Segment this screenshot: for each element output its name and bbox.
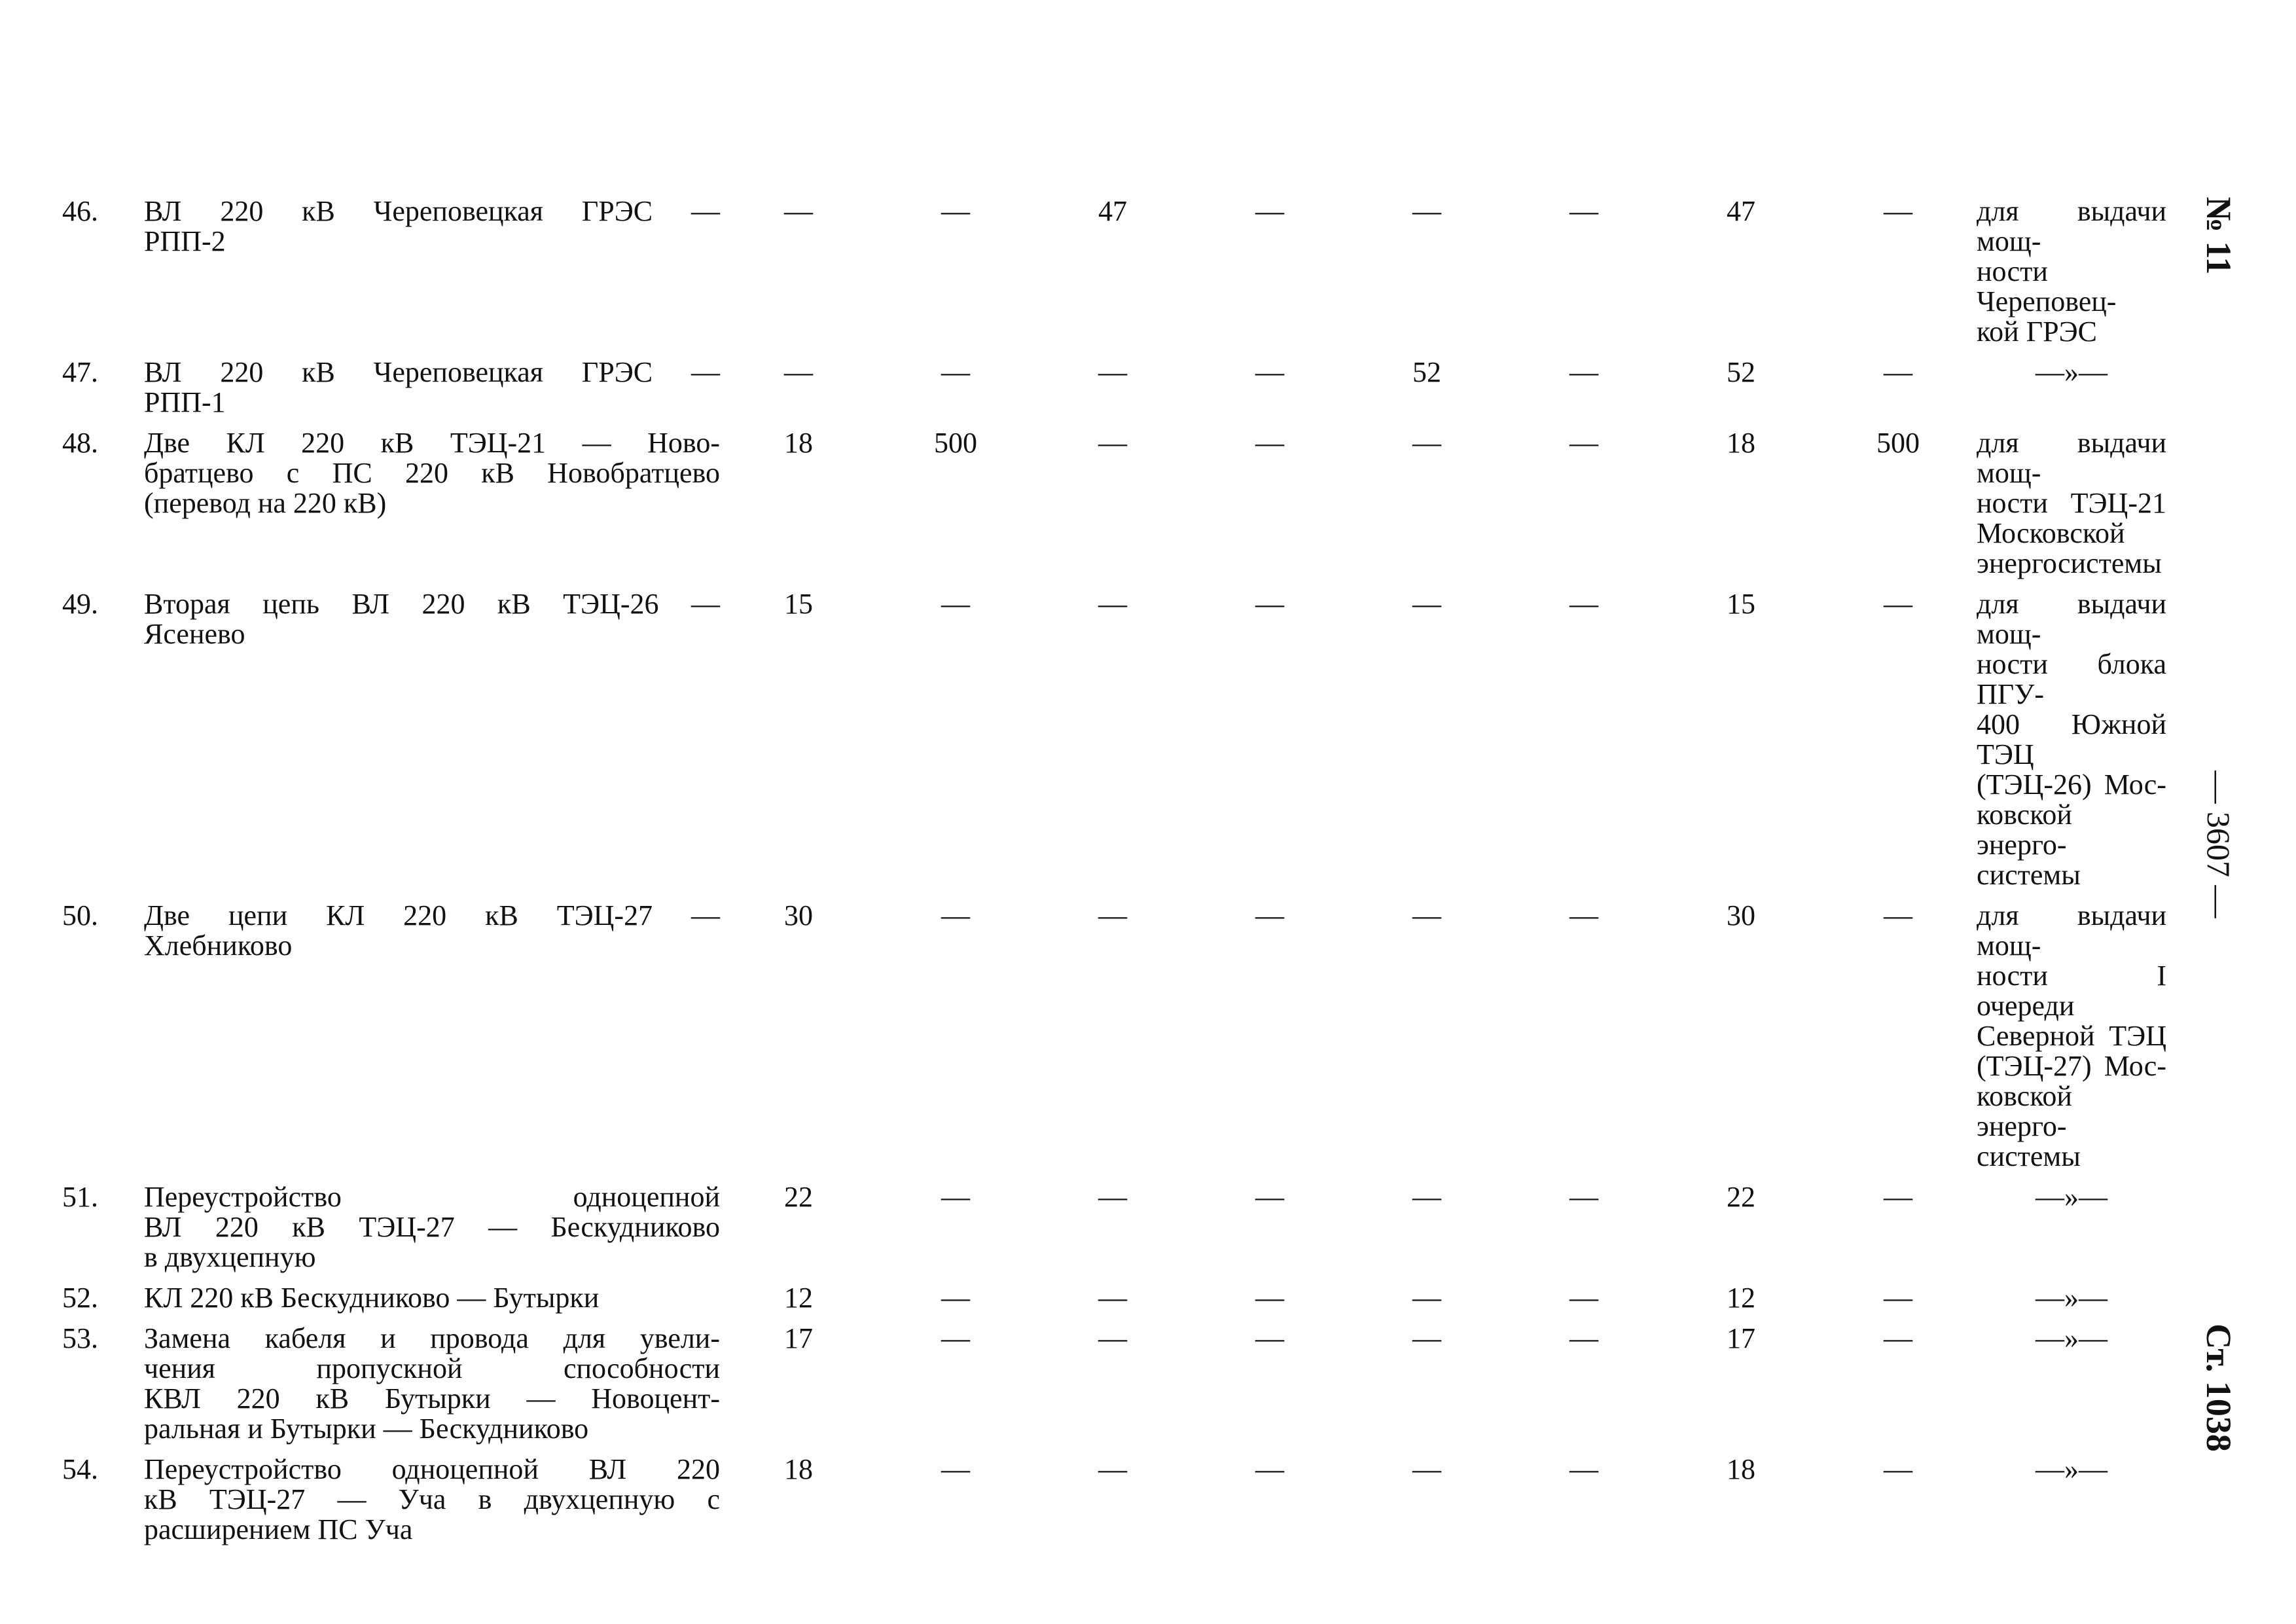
value-cell: —	[1098, 356, 1127, 388]
purpose-note-line: системы	[1977, 1140, 2081, 1172]
value-cell: —	[1570, 588, 1598, 620]
table-row	[62, 1182, 2166, 1283]
purpose-note-line: для выдачи мощ-	[1977, 588, 2166, 650]
object-name	[144, 1324, 720, 1454]
value-cell: —	[1255, 899, 1284, 931]
purpose-note-line: —»—	[2036, 1282, 2108, 1314]
value-cell: 30	[784, 899, 813, 931]
purpose-note-line: кой ГРЭС	[1977, 316, 2097, 348]
purpose-note	[1977, 589, 2166, 901]
value-cell: 18	[1727, 1453, 1755, 1485]
object-name-line: ВЛ 220 кВ Череповецкая ГРЭС —	[144, 356, 720, 388]
value-cell: 15	[1727, 588, 1755, 620]
value-cell: —	[1884, 1181, 1912, 1213]
object-name-line: РПП-1	[144, 386, 226, 418]
purpose-note-line: Московской	[1977, 517, 2125, 549]
row-number: 53.	[62, 1322, 98, 1354]
value-cell: —	[1884, 1453, 1912, 1485]
object-name-line: чения пропускной способности	[144, 1352, 720, 1384]
purpose-note-line: —»—	[2036, 1453, 2108, 1485]
object-name-line: Хлебниково	[144, 929, 293, 962]
value-cell: 30	[1727, 899, 1755, 931]
value-cell: 47	[1727, 195, 1755, 227]
value-cell: —	[1412, 195, 1441, 227]
value-cell: —	[1255, 1322, 1284, 1354]
purpose-note-line: ности I очереди	[1977, 960, 2166, 1022]
value-cell: —	[1255, 1181, 1284, 1213]
object-name-line: Переустройство одноцепной	[144, 1181, 720, 1213]
purpose-note-line: для выдачи мощ-	[1977, 427, 2166, 489]
row-number: 46.	[62, 195, 98, 227]
object-name-line: КВЛ 220 кВ Бутырки — Новоцент-	[144, 1382, 720, 1415]
purpose-note	[1977, 1454, 2166, 1555]
purpose-note-line: для выдачи мощ-	[1977, 195, 2166, 257]
value-cell: —	[1884, 356, 1912, 388]
value-cell: —	[1412, 899, 1441, 931]
row-number: 51.	[62, 1181, 98, 1213]
value-cell: —	[1570, 427, 1598, 459]
purpose-note-line: —»—	[2036, 1322, 2108, 1354]
object-name-line: КЛ 220 кВ Бескудниково — Бутырки	[144, 1282, 600, 1314]
table-row	[62, 1324, 2166, 1454]
value-cell: 22	[784, 1181, 813, 1213]
object-name-line: кВ ТЭЦ-27 — Уча в двухцепную с	[144, 1483, 720, 1515]
purpose-note-line: энергосистемы	[1977, 547, 2162, 579]
purpose-note	[1977, 428, 2166, 589]
value-cell: —	[1255, 1453, 1284, 1485]
issue-number: № 11	[2199, 196, 2238, 275]
value-cell: —	[1570, 1453, 1598, 1485]
value-cell: 18	[784, 427, 813, 459]
object-name	[144, 901, 720, 1182]
object-name-line: (перевод на 220 кВ)	[144, 487, 387, 519]
value-cell: —	[1570, 195, 1598, 227]
value-cell: 15	[784, 588, 813, 620]
object-name	[144, 589, 720, 901]
value-cell: 12	[784, 1282, 813, 1314]
object-name-line: в двухцепную	[144, 1241, 316, 1273]
purpose-note-line: 400 Южной ТЭЦ	[1977, 708, 2166, 770]
purpose-note	[1977, 901, 2166, 1182]
value-cell: —	[1098, 1282, 1127, 1314]
value-cell: —	[1098, 588, 1127, 620]
purpose-note-line: —»—	[2036, 356, 2108, 388]
page-number: — 3607 —	[2200, 770, 2237, 918]
object-name-line: ВЛ 220 кВ Череповецкая ГРЭС —	[144, 195, 720, 227]
value-cell: —	[1098, 899, 1127, 931]
construction-table	[62, 196, 2166, 1555]
value-cell: —	[1098, 1181, 1127, 1213]
object-name	[144, 428, 720, 589]
purpose-note-line: ковской энерго-	[1977, 1080, 2072, 1142]
value-cell: 22	[1727, 1181, 1755, 1213]
object-name-line: Вторая цепь ВЛ 220 кВ ТЭЦ-26 —	[144, 588, 720, 620]
object-name	[144, 1182, 720, 1283]
object-name-line: Две КЛ 220 кВ ТЭЦ-21 — Ново-	[144, 427, 720, 459]
purpose-note-line: ности Череповец-	[1977, 255, 2117, 317]
object-name-line: Замена кабеля и провода для увели-	[144, 1322, 720, 1354]
row-number: 48.	[62, 427, 98, 459]
object-name	[144, 1283, 720, 1324]
row-number: 52.	[62, 1282, 98, 1314]
value-cell: —	[941, 356, 970, 388]
value-cell: —	[1884, 1282, 1912, 1314]
value-cell: 17	[1727, 1322, 1755, 1354]
value-cell: —	[1884, 1322, 1912, 1354]
row-number: 47.	[62, 356, 98, 388]
object-name	[144, 1454, 720, 1555]
purpose-note	[1977, 1182, 2166, 1283]
value-cell: —	[784, 195, 813, 227]
value-cell: —	[1098, 1453, 1127, 1485]
value-cell: 12	[1727, 1282, 1755, 1314]
value-cell: —	[1412, 1322, 1441, 1354]
object-name-line: РПП-2	[144, 225, 226, 257]
table-body	[62, 196, 2166, 1555]
purpose-note-line: для выдачи мощ-	[1977, 899, 2166, 962]
table-row	[62, 1283, 2166, 1324]
value-cell: —	[1255, 427, 1284, 459]
value-cell: —	[1570, 1322, 1598, 1354]
value-cell: 500	[934, 427, 977, 459]
value-cell: —	[941, 195, 970, 227]
object-name-line: Ясенево	[144, 618, 245, 650]
value-cell: 17	[784, 1322, 813, 1354]
purpose-note-line: ности ТЭЦ-21	[1977, 487, 2166, 519]
value-cell: —	[1570, 899, 1598, 931]
value-cell: —	[1412, 1282, 1441, 1314]
value-cell: 18	[784, 1453, 813, 1485]
object-name-line: ральная и Бутырки — Бескудниково	[144, 1413, 589, 1445]
value-cell: —	[1255, 1282, 1284, 1314]
value-cell: 500	[1876, 427, 1920, 459]
table-row	[62, 901, 2166, 1182]
value-cell: —	[1570, 356, 1598, 388]
value-cell: —	[1255, 356, 1284, 388]
table-row	[62, 357, 2166, 428]
value-cell: —	[1412, 1453, 1441, 1485]
value-cell: 18	[1727, 427, 1755, 459]
purpose-note-line: —»—	[2036, 1181, 2108, 1213]
purpose-note-line: ности блока ПГУ-	[1977, 648, 2166, 710]
object-name-line: Переустройство одноцепной ВЛ 220	[144, 1453, 720, 1485]
purpose-note	[1977, 357, 2166, 428]
value-cell: —	[941, 1282, 970, 1314]
value-cell: —	[941, 1181, 970, 1213]
table-row	[62, 1454, 2166, 1555]
row-number: 50.	[62, 899, 98, 931]
purpose-note	[1977, 196, 2166, 357]
object-name	[144, 357, 720, 428]
value-cell: —	[1255, 195, 1284, 227]
object-name-line: расширением ПС Уча	[144, 1513, 413, 1545]
value-cell: —	[1098, 427, 1127, 459]
value-cell: —	[1884, 588, 1912, 620]
object-name-line: ВЛ 220 кВ ТЭЦ-27 — Бескудниково	[144, 1211, 720, 1243]
purpose-note	[1977, 1324, 2166, 1454]
object-name-line: Две цепи КЛ 220 кВ ТЭЦ-27 —	[144, 899, 720, 931]
value-cell: —	[1884, 899, 1912, 931]
value-cell: —	[1884, 195, 1912, 227]
value-cell: —	[1570, 1181, 1598, 1213]
purpose-note-line: (ТЭЦ-27) Мос-	[1977, 1050, 2166, 1082]
table-row	[62, 428, 2166, 589]
article-number: Ст. 1038	[2199, 1324, 2238, 1452]
value-cell: —	[1412, 1181, 1441, 1213]
value-cell: —	[941, 1322, 970, 1354]
value-cell: —	[784, 356, 813, 388]
row-number: 54.	[62, 1453, 98, 1485]
value-cell: —	[941, 899, 970, 931]
purpose-note	[1977, 1283, 2166, 1324]
purpose-note-line: системы	[1977, 859, 2081, 891]
row-number: 49.	[62, 588, 98, 620]
purpose-note-line: ковской энерго-	[1977, 799, 2072, 861]
value-cell: 47	[1098, 195, 1127, 227]
object-name-line: братцево с ПС 220 кВ Новобратцево	[144, 457, 720, 489]
value-cell: 52	[1727, 356, 1755, 388]
value-cell: —	[1255, 588, 1284, 620]
value-cell: —	[1412, 427, 1441, 459]
table-row	[62, 589, 2166, 901]
value-cell: —	[1570, 1282, 1598, 1314]
value-cell: —	[941, 1453, 970, 1485]
value-cell: —	[941, 588, 970, 620]
value-cell: —	[1412, 588, 1441, 620]
purpose-note-line: (ТЭЦ-26) Мос-	[1977, 768, 2166, 801]
table-row	[62, 196, 2166, 357]
value-cell: —	[1098, 1322, 1127, 1354]
value-cell: 52	[1412, 356, 1441, 388]
object-name	[144, 196, 720, 357]
purpose-note-line: Северной ТЭЦ	[1977, 1020, 2166, 1052]
